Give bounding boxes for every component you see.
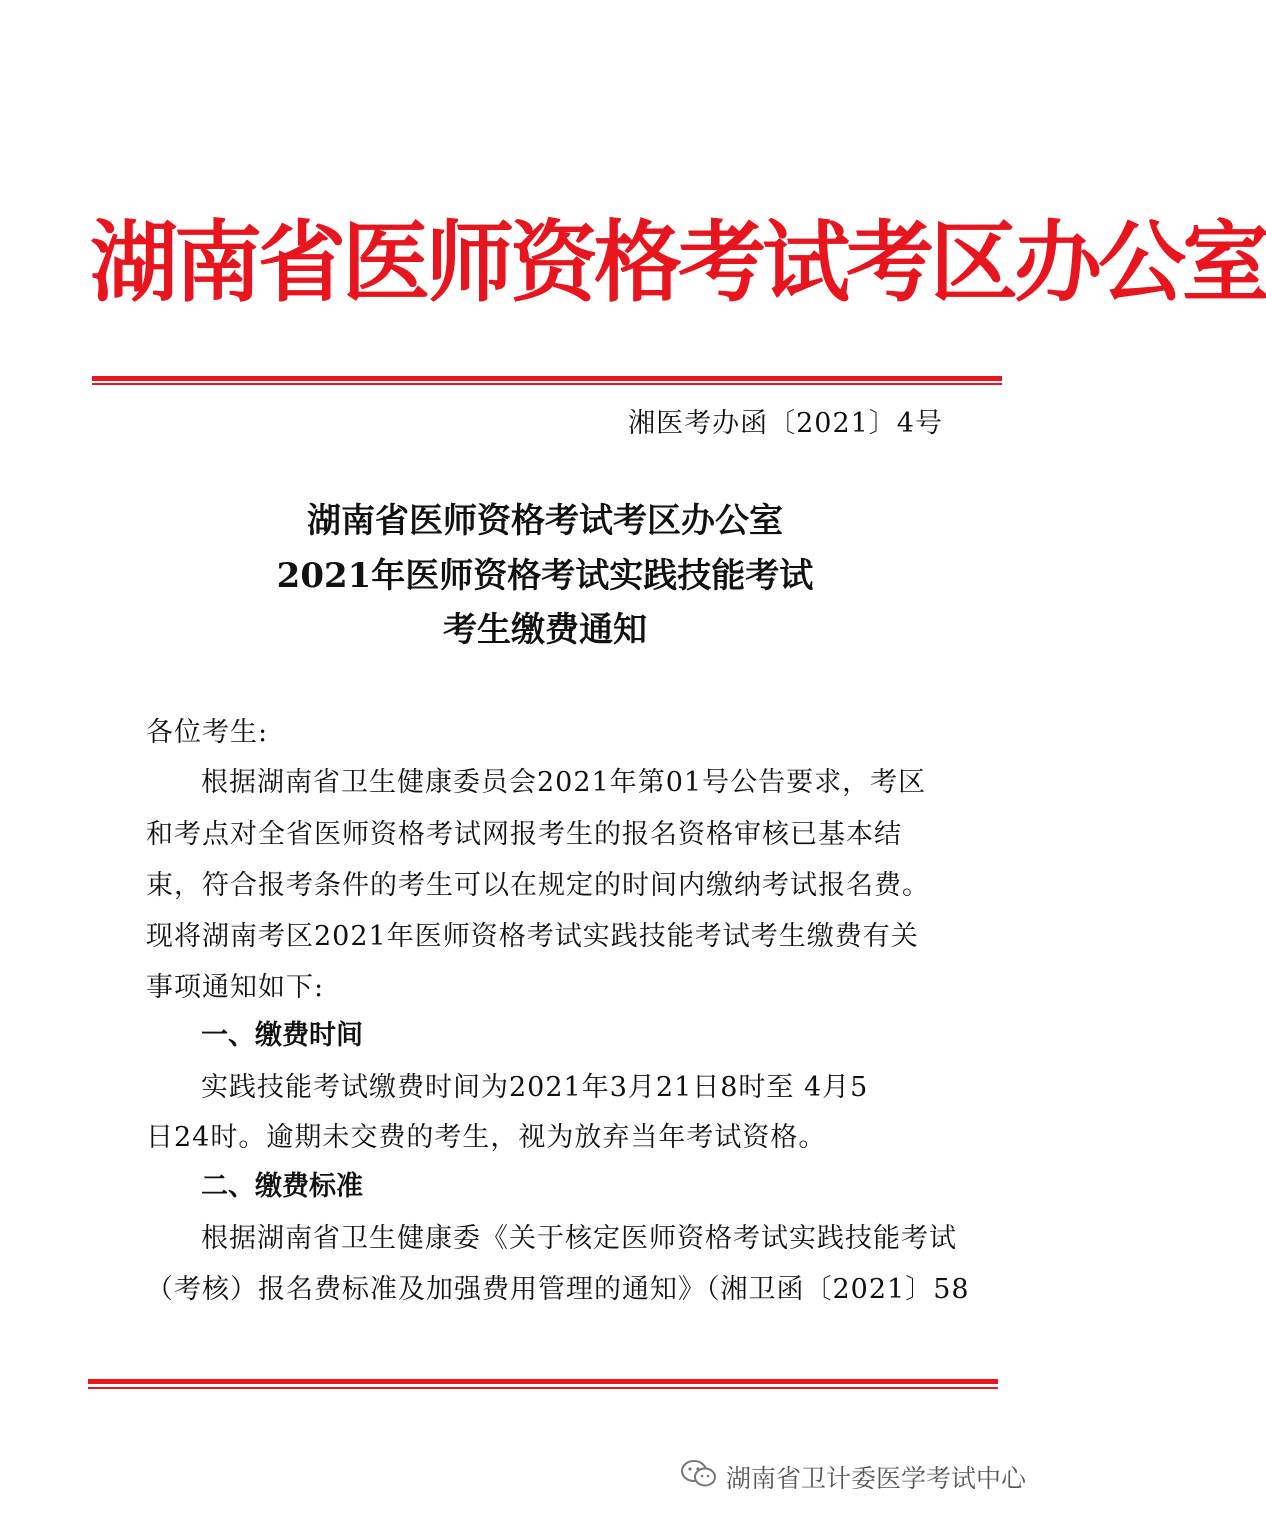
watermark: [680, 1457, 1026, 1497]
document-title-line-3: 考生缴费通知: [443, 610, 647, 650]
section-heading-payment-time: 一、缴费时间: [201, 1020, 363, 1051]
paragraph-line: 日24时。逾期未交费的考生，视为放弃当年考试资格。: [146, 1122, 827, 1153]
salutation: 各位考生:: [146, 717, 269, 748]
wechat-icon: [680, 1459, 726, 1495]
paragraph-line: （考核）报名费标准及加强费用管理的通知》（湘卫函〔2021〕58: [146, 1274, 970, 1305]
paragraph-line: 束，符合报考条件的考生可以在规定的时间内缴纳考试报名费。: [146, 870, 930, 901]
paragraph-line: 和考点对全省医师资格考试网报考生的报名资格审核已基本结: [146, 819, 902, 850]
masthead-rule-thick: [92, 376, 1002, 381]
paragraph-line: 实践技能考试缴费时间为2021年3月21日8时至 4月5: [201, 1072, 869, 1103]
paragraph-line: 根据湖南省卫生健康委《关于核定医师资格考试实践技能考试: [201, 1223, 957, 1254]
watermark-text: 湖南省卫计委医学考试中心: [726, 1464, 1027, 1493]
document-title-line-2: 2021年医师资格考试实践技能考试: [276, 556, 814, 596]
footer-rule-thick: [88, 1379, 998, 1384]
paragraph-line: 事项通知如下:: [146, 972, 325, 1003]
masthead-title: 湖南省医师资格考试考区办公室: [90, 210, 1266, 314]
document-number: 湘医考办函〔2021〕4号: [628, 408, 943, 439]
masthead-rule-thin: [92, 383, 1002, 385]
paragraph-line: 现将湖南考区2021年医师资格考试实践技能考试考生缴费有关: [146, 921, 919, 952]
document-title-line-1: 湖南省医师资格考试考区办公室: [307, 501, 783, 541]
footer-rule-thin: [88, 1387, 998, 1389]
paragraph-line: 根据湖南省卫生健康委员会2021年第01号公告要求，考区: [201, 767, 927, 798]
section-heading-payment-standard: 二、缴费标准: [201, 1171, 363, 1202]
